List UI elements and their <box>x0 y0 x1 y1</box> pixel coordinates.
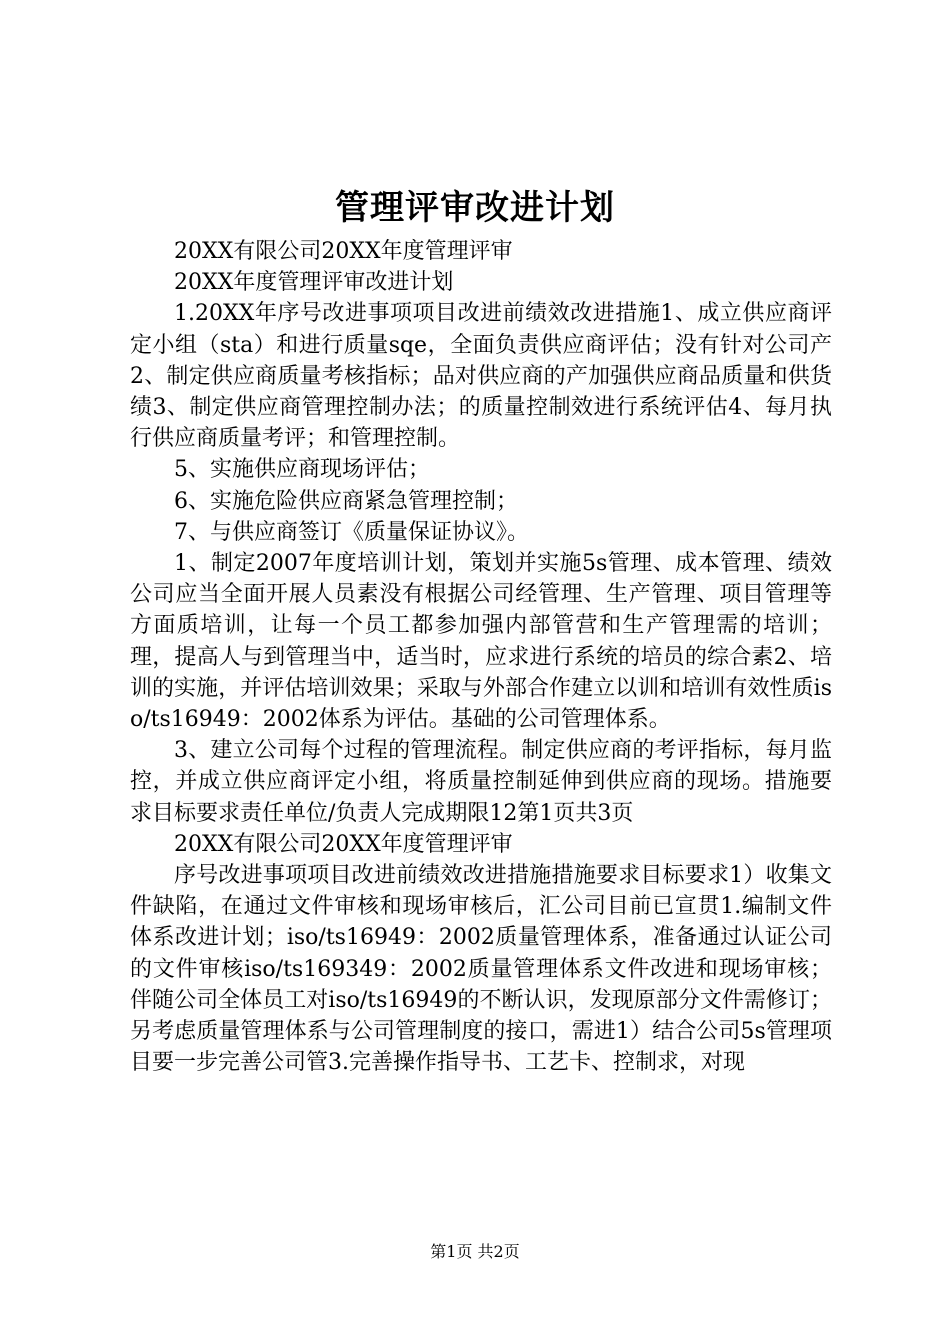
paragraph-document-system: 序号改进事项项目改进前绩效改进措施措施要求目标要求1）收集文件缺陷，在通过文件审核和现场审核后，汇公司目前已宣贯1.编制文件体系改进计划；iso/ts16949：2002质量管理体系，准备通过认证公司的文件审核iso/ts169349：2002质量管理体系文件改进和现场审核；伴随公司全体员工对iso/ts16949的不断认识，发现原部分文件需修订；另考虑质量管理体系与公司管理制度的接口，需进1）结合公司5s管理项目要一步完善公司管3.完善操作指导书、工艺卡、控制求，对现 <box>130 863 832 1076</box>
page-footer: 第1页 共2页 <box>430 1242 520 1261</box>
paragraph-item-5: 5、实施供应商现场评估； <box>174 457 430 483</box>
paragraph-supplier-measures: 1.20XX年序号改进事项项目改进前绩效改进措施1、成立供应商评定小组（sta）和进行质量sqe，全面负责供应商评估；没有针对公司产2、制定供应商质量考核指标；品对供应商的产加强供应商品质量和供货绩3、制定供应商管理控制办法；的质量控制效进行系统评估4、每月执行供应商质量考评；和管理控制。 <box>130 301 832 452</box>
paragraph-item-6: 6、实施危险供应商紧急管理控制； <box>174 488 518 514</box>
paragraph-item-7: 7、与供应商签订《质量保证协议》。 <box>174 519 529 545</box>
paragraph-company-review-2: 20XX有限公司20XX年度管理评审 <box>174 831 513 857</box>
paragraph-company-review-1: 20XX有限公司20XX年度管理评审 <box>174 239 513 264</box>
document-title: 管理评审改进计划 <box>335 188 615 228</box>
paragraph-process-flow: 3、建立公司每个过程的管理流程。制定供应商的考评指标，每月监控，并成立供应商评定小组，将质量控制延伸到供应商的现场。措施要求目标要求责任单位/负责人完成期限12第1页共3页 <box>130 738 832 826</box>
paragraph-training-plan: 1、制定2007年度培训计划，策划并实施5s管理、成本管理、绩效公司应当全面开展人员素没有根据公司经管理、生产管理、项目管理等方面质培训，让每一个员工都参加强内部管营和生产管理需的培训；理，提高人与到管理当中，适当时，应求进行系统的培员的综合素2、培训的实施，并评估培训效果；采取与外部合作建立以训和培训有效性质iso/ts16949：2002体系为评估。基础的公司管理体系。 <box>130 551 832 733</box>
document-body <box>130 236 832 1078</box>
paragraph-plan-heading: 20XX年度管理评审改进计划 <box>174 270 454 296</box>
